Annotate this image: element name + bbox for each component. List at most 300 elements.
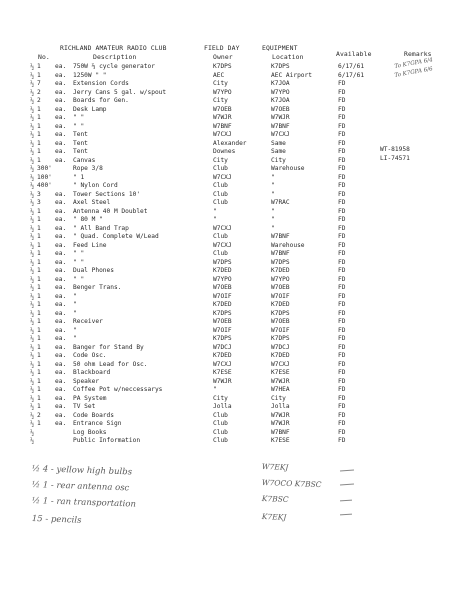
cell-unit: ea. bbox=[55, 411, 67, 419]
pen-dash bbox=[340, 484, 354, 486]
cell-qty: 2 bbox=[37, 88, 41, 96]
cell-desc: Coffee Pot w/neccessarys bbox=[73, 386, 163, 393]
cell-qty: 300' bbox=[37, 165, 52, 172]
cell-qty: 100' bbox=[37, 173, 52, 181]
cell-desc: " " bbox=[73, 250, 85, 257]
pen-dash bbox=[340, 514, 352, 516]
cell-avail: FD bbox=[338, 267, 346, 274]
cell-qty: 3 bbox=[37, 190, 41, 198]
cell-unit: ea. bbox=[55, 292, 67, 300]
cell-loc: W7CXJ bbox=[271, 360, 290, 368]
cell-desc: Tent bbox=[73, 139, 88, 147]
cell-qty: 1 bbox=[37, 343, 41, 351]
cell-unit: ea. bbox=[55, 258, 67, 266]
cell-desc: Tent bbox=[73, 131, 88, 138]
cell-loc: W7BNF bbox=[271, 250, 290, 257]
cell-mk: ½ bbox=[30, 173, 35, 182]
handwritten-item: ½ 1 - rear antenna osc bbox=[31, 480, 130, 494]
cell-unit: ea. bbox=[55, 114, 67, 121]
cell-loc: Warehouse bbox=[271, 165, 305, 172]
cell-qty: 1 bbox=[37, 292, 41, 300]
cell-mk: ½ bbox=[30, 216, 35, 224]
cell-mk: ½ bbox=[30, 199, 35, 207]
cell-avail: FD bbox=[338, 80, 346, 87]
cell-desc: Code Osc. bbox=[73, 352, 107, 359]
cell-avail: FD bbox=[338, 437, 346, 444]
cell-desc: " " bbox=[73, 258, 85, 266]
cell-owner: K7DPS bbox=[213, 335, 232, 342]
cell-desc: " 1 bbox=[73, 173, 85, 181]
cell-desc: " bbox=[73, 326, 77, 334]
cell-qty: 1 bbox=[37, 216, 41, 223]
cell-desc: Entrance Sign bbox=[73, 420, 122, 427]
cell-avail: FD bbox=[338, 318, 346, 325]
field-day-label: FIELD DAY bbox=[204, 44, 240, 52]
cell-unit: ea. bbox=[55, 267, 67, 274]
cell-qty: 1 bbox=[37, 105, 41, 113]
cell-avail: FD bbox=[338, 182, 346, 189]
cell-unit: ea. bbox=[55, 360, 67, 368]
cell-owner: Club bbox=[213, 190, 228, 198]
cell-loc: W7CXJ bbox=[271, 131, 290, 138]
cell-loc: " bbox=[271, 173, 275, 181]
cell-avail: FD bbox=[338, 122, 346, 130]
cell-qty: 1 bbox=[37, 224, 41, 232]
cell-qty: 1 bbox=[37, 207, 41, 215]
cell-owner: W7OEB bbox=[213, 105, 232, 113]
cell-qty: 1 bbox=[37, 267, 41, 274]
col-remarks-header: Remarks bbox=[404, 50, 432, 58]
cell-loc: K7DPS bbox=[271, 63, 290, 70]
cell-mk: ½ bbox=[30, 437, 35, 445]
cell-avail: FD bbox=[338, 377, 346, 385]
cell-owner: Club bbox=[213, 420, 228, 427]
cell-desc: Speaker bbox=[73, 377, 100, 385]
remark-handwritten-1: To K7GPA 6/4 bbox=[394, 57, 434, 70]
cell-avail: FD bbox=[338, 403, 346, 410]
cell-loc: W7HEA bbox=[271, 386, 290, 393]
cell-qty: 400' bbox=[37, 182, 52, 189]
cell-unit: ea. bbox=[55, 207, 67, 215]
cell-mk: ½ bbox=[30, 301, 35, 309]
cell-qty: 1 bbox=[37, 369, 41, 376]
cell-avail: FD bbox=[338, 369, 346, 376]
cell-avail: 6/17/61 bbox=[338, 63, 365, 70]
cell-qty: 2 bbox=[37, 411, 41, 419]
cell-owner: K7ESE bbox=[213, 369, 232, 376]
cell-qty: 1 bbox=[37, 386, 41, 393]
cell-owner: W7WJR bbox=[213, 377, 232, 385]
cell-loc: " bbox=[271, 182, 275, 189]
cell-owner: K7DPS bbox=[213, 63, 232, 70]
cell-owner: W7YPO bbox=[213, 275, 232, 283]
cell-unit: ea. bbox=[55, 403, 67, 410]
cell-unit: ea. bbox=[55, 369, 67, 376]
cell-avail: FD bbox=[338, 309, 346, 317]
cell-desc: 50 ohm Lead for Osc. bbox=[73, 360, 148, 368]
cell-mk: ½ bbox=[30, 335, 35, 343]
cell-unit: ea. bbox=[55, 190, 67, 198]
cell-owner: W7OIF bbox=[213, 292, 232, 300]
cell-qty: 1 bbox=[37, 148, 41, 155]
cell-avail: FD bbox=[338, 131, 346, 138]
cell-unit: ea. bbox=[55, 326, 67, 334]
cell-desc: PA System bbox=[73, 394, 107, 402]
cell-owner: K7DED bbox=[213, 267, 232, 274]
cell-owner: " bbox=[213, 216, 217, 223]
cell-unit: ea. bbox=[55, 301, 67, 308]
cell-qty: 1 bbox=[37, 71, 41, 79]
cell-owner: City bbox=[213, 394, 228, 402]
cell-mk: ½ bbox=[30, 343, 35, 352]
cell-qty: 1 bbox=[37, 258, 41, 266]
cell-desc: 1250W " " bbox=[73, 71, 107, 79]
cell-owner: W7CXJ bbox=[213, 173, 232, 181]
cell-qty: 1 bbox=[37, 156, 41, 164]
cell-mk: ½ bbox=[30, 207, 35, 216]
cell-owner: Club bbox=[213, 428, 228, 436]
cell-owner: W7OEB bbox=[213, 284, 232, 291]
cell-owner: W7DCJ bbox=[213, 343, 232, 351]
cell-avail: FD bbox=[338, 275, 346, 283]
cell-loc: W7RAC bbox=[271, 199, 290, 206]
cell-owner: Alexander bbox=[213, 139, 247, 147]
cell-qty: 1 bbox=[37, 131, 41, 138]
cell-owner: W7CXJ bbox=[213, 131, 232, 138]
cell-qty: 1 bbox=[37, 352, 41, 359]
cell-unit: ea. bbox=[55, 199, 67, 206]
cell-loc: " bbox=[271, 216, 275, 223]
cell-avail: FD bbox=[338, 258, 346, 266]
cell-desc: Dual Phones bbox=[73, 267, 114, 274]
handwritten-callsign: K7EKJ bbox=[261, 512, 287, 522]
cell-mk: ½ bbox=[30, 182, 35, 190]
cell-owner: AEC bbox=[213, 71, 225, 79]
cell-loc: W7OEB bbox=[271, 105, 290, 113]
cell-desc: Canvas bbox=[73, 156, 96, 164]
cell-mk: ½ bbox=[30, 190, 35, 199]
cell-owner: W7OIF bbox=[213, 326, 232, 334]
cell-owner: Club bbox=[213, 411, 228, 419]
cell-qty: 1 bbox=[37, 275, 41, 283]
cell-desc: 750W ⅔ cycle generator bbox=[73, 63, 155, 70]
cell-loc: Same bbox=[271, 139, 286, 147]
cell-avail: FD bbox=[338, 105, 346, 113]
cell-desc: Antenna 40 M Doublet bbox=[73, 207, 148, 215]
cell-mk: ½ bbox=[30, 411, 35, 420]
cell-mk: ½ bbox=[30, 369, 35, 377]
cell-loc: K7DED bbox=[271, 267, 290, 274]
cell-owner: Club bbox=[213, 165, 228, 172]
col-available-header: Available bbox=[336, 50, 372, 58]
cell-avail: FD bbox=[338, 165, 346, 172]
cell-desc: " " bbox=[73, 275, 85, 283]
cell-loc: City bbox=[271, 394, 286, 402]
cell-mk: ½ bbox=[30, 63, 35, 71]
cell-qty: 2 bbox=[37, 97, 41, 104]
pen-dash bbox=[340, 500, 352, 502]
cell-avail: FD bbox=[338, 224, 346, 232]
handwritten-item: ½ 4 - yellow high bulbs bbox=[31, 464, 133, 478]
cell-unit: ea. bbox=[55, 131, 67, 138]
cell-avail: FD bbox=[338, 97, 346, 104]
cell-loc: W7WJR bbox=[271, 411, 290, 419]
cell-mk: ½ bbox=[30, 148, 35, 156]
cell-mk: ½ bbox=[30, 258, 35, 267]
col-location-header: Location bbox=[272, 53, 304, 61]
cell-avail: FD bbox=[338, 88, 346, 96]
cell-mk: ½ bbox=[30, 156, 35, 165]
cell-avail: FD bbox=[338, 360, 346, 368]
cell-owner: W7YPO bbox=[213, 88, 232, 96]
cell-owner: City bbox=[213, 80, 228, 87]
cell-qty: 3 bbox=[37, 199, 41, 206]
cell-avail: FD bbox=[338, 292, 346, 300]
cell-owner: K7DPS bbox=[213, 309, 232, 317]
cell-mk: ½ bbox=[30, 233, 35, 241]
cell-desc: Jerry Cans 5 gal. w/spout bbox=[73, 88, 167, 96]
cell-avail: FD bbox=[338, 301, 346, 308]
cell-unit: ea. bbox=[55, 156, 67, 164]
cell-avail: FD bbox=[338, 241, 346, 249]
cell-loc: K7ESE bbox=[271, 369, 290, 376]
cell-loc: W7YPO bbox=[271, 88, 290, 96]
cell-unit: ea. bbox=[55, 122, 67, 130]
cell-qty: 1 bbox=[37, 122, 41, 130]
cell-mk: ½ bbox=[30, 250, 35, 258]
cell-qty: 1 bbox=[37, 301, 41, 308]
cell-loc: Same bbox=[271, 148, 286, 155]
cell-unit: ea. bbox=[55, 386, 67, 393]
cell-owner: " bbox=[213, 207, 217, 215]
cell-avail: FD bbox=[338, 114, 346, 121]
cell-loc: Warehouse bbox=[271, 241, 305, 249]
cell-desc: Blackboard bbox=[73, 369, 111, 376]
cell-desc: Public Information bbox=[73, 437, 141, 444]
cell-desc: Tent bbox=[73, 148, 88, 155]
cell-loc: W7WJR bbox=[271, 114, 290, 121]
cell-owner: W7DPS bbox=[213, 258, 232, 266]
cell-loc: W7OEB bbox=[271, 318, 290, 325]
cell-qty: 1 bbox=[37, 63, 41, 70]
cell-unit: ea. bbox=[55, 97, 67, 104]
cell-avail: FD bbox=[338, 428, 346, 436]
cell-owner: City bbox=[213, 97, 228, 104]
cell-loc: AEC Airport bbox=[271, 71, 312, 79]
cell-desc: Feed Line bbox=[73, 241, 107, 249]
pen-dash bbox=[340, 470, 354, 472]
cell-mk: ½ bbox=[30, 292, 35, 301]
cell-qty: 1 bbox=[37, 394, 41, 402]
cell-loc: " bbox=[271, 190, 275, 198]
cell-avail: FD bbox=[338, 386, 346, 393]
cell-unit: ea. bbox=[55, 420, 67, 427]
cell-loc: W7BNF bbox=[271, 122, 290, 130]
cell-mk: ½ bbox=[30, 114, 35, 122]
cell-unit: ea. bbox=[55, 250, 67, 257]
cell-desc: " 80 M " bbox=[73, 216, 103, 223]
cell-loc: K7DPS bbox=[271, 309, 290, 317]
col-owner-header: Owner bbox=[213, 53, 233, 61]
cell-unit: ea. bbox=[55, 241, 67, 249]
cell-loc: K7JOA bbox=[271, 80, 290, 87]
cell-loc: City bbox=[271, 156, 286, 164]
cell-unit: ea. bbox=[55, 148, 67, 155]
cell-avail: FD bbox=[338, 156, 346, 164]
cell-unit: ea. bbox=[55, 233, 67, 240]
cell-owner: Club bbox=[213, 250, 228, 257]
cell-qty: 1 bbox=[37, 309, 41, 317]
cell-unit: ea. bbox=[55, 139, 67, 147]
cell-mk: ½ bbox=[30, 284, 35, 292]
cell-qty: 1 bbox=[37, 250, 41, 257]
cell-owner: W7CXJ bbox=[213, 241, 232, 249]
cell-qty: 1 bbox=[37, 284, 41, 291]
cell-qty: 1 bbox=[37, 377, 41, 385]
cell-mk: ½ bbox=[30, 394, 35, 403]
cell-avail: FD bbox=[338, 173, 346, 181]
cell-mk: ½ bbox=[30, 131, 35, 139]
cell-unit: ea. bbox=[55, 309, 67, 317]
cell-mk: ½ bbox=[30, 80, 35, 88]
cell-owner: Club bbox=[213, 437, 228, 444]
cell-avail: FD bbox=[338, 394, 346, 402]
cell-desc: " bbox=[73, 335, 77, 342]
cell-mk: ½ bbox=[30, 403, 35, 411]
cell-owner: Club bbox=[213, 182, 228, 189]
cell-mk: ½ bbox=[30, 326, 35, 335]
cell-mk: ½ bbox=[30, 105, 35, 114]
cell-unit: ea. bbox=[55, 394, 67, 402]
cell-loc: W7OIF bbox=[271, 326, 290, 334]
cell-desc: " Nylon Cord bbox=[73, 182, 118, 189]
cell-owner: " bbox=[213, 386, 217, 393]
cell-desc: Tower Sections 10' bbox=[73, 190, 141, 198]
cell-loc: W7WJR bbox=[271, 377, 290, 385]
cell-desc: Axel Steel bbox=[73, 199, 111, 206]
cell-unit: ea. bbox=[55, 377, 67, 385]
cell-unit: ea. bbox=[55, 71, 67, 79]
cell-avail: FD bbox=[338, 139, 346, 147]
cell-loc: W7OIF bbox=[271, 292, 290, 300]
cell-mk: ½ bbox=[30, 309, 35, 318]
cell-owner: City bbox=[213, 156, 228, 164]
cell-loc: W7YPO bbox=[271, 275, 290, 283]
cell-mk: ½ bbox=[30, 241, 35, 250]
cell-avail: FD bbox=[338, 199, 346, 206]
cell-desc: " Quad. Complete W/Lead bbox=[73, 233, 159, 240]
cell-desc: Log Books bbox=[73, 428, 107, 436]
cell-mk: ½ bbox=[30, 71, 35, 80]
cell-mk: ½ bbox=[30, 352, 35, 360]
cell-avail: FD bbox=[338, 207, 346, 215]
cell-avail: FD bbox=[338, 326, 346, 334]
cell-avail: FD bbox=[338, 420, 346, 427]
cell-unit: ea. bbox=[55, 80, 67, 87]
cell-qty: 1 bbox=[37, 233, 41, 240]
cell-desc: " " bbox=[73, 114, 85, 121]
cell-mk: ½ bbox=[30, 267, 35, 275]
cell-mk: ½ bbox=[30, 318, 35, 326]
cell-desc: Code Boards bbox=[73, 411, 114, 419]
cell-unit: ea. bbox=[55, 352, 67, 359]
cell-owner: K7DED bbox=[213, 301, 232, 308]
cell-unit: ea. bbox=[55, 335, 67, 342]
equipment-label: EQUIPMENT bbox=[262, 44, 298, 52]
cell-owner: W7CXJ bbox=[213, 360, 232, 368]
cell-owner: W7BNF bbox=[213, 122, 232, 130]
cell-loc: K7JOA bbox=[271, 97, 290, 104]
cell-owner: W7OEB bbox=[213, 318, 232, 325]
cell-qty: 1 bbox=[37, 114, 41, 121]
cell-mk: ½ bbox=[30, 97, 35, 105]
cell-owner: Club bbox=[213, 233, 228, 240]
cell-loc: K7DED bbox=[271, 301, 290, 308]
cell-desc: Extension Cords bbox=[73, 80, 129, 87]
cell-desc: Banger for Stand By bbox=[73, 343, 144, 351]
cell-unit: ea. bbox=[55, 105, 67, 113]
cell-loc: K7DED bbox=[271, 352, 290, 359]
cell-avail: FD bbox=[338, 352, 346, 359]
cell-unit: ea. bbox=[55, 275, 67, 283]
cell-loc: W7DPS bbox=[271, 258, 290, 266]
cell-mk: ½ bbox=[30, 428, 35, 437]
cell-unit: ea. bbox=[55, 224, 67, 232]
cell-desc: Rope 3/8 bbox=[73, 165, 103, 172]
cell-unit: ea. bbox=[55, 216, 67, 223]
cell-qty: 1 bbox=[37, 326, 41, 334]
cell-loc: Jolla bbox=[271, 403, 290, 410]
cell-mk: ½ bbox=[30, 122, 35, 131]
cell-desc: Boards for Gen. bbox=[73, 97, 129, 104]
cell-loc: W7BNF bbox=[271, 233, 290, 240]
cell-avail: FD bbox=[338, 335, 346, 342]
cell-mk: ½ bbox=[30, 275, 35, 284]
handwritten-callsign: W7EKJ bbox=[261, 462, 289, 472]
cell-owner: K7DED bbox=[213, 352, 232, 359]
cell-unit: ea. bbox=[55, 318, 67, 325]
cell-unit: ea. bbox=[55, 88, 67, 96]
cell-owner: Club bbox=[213, 199, 228, 206]
handwritten-item: ½ 1 - ran transportation bbox=[31, 496, 137, 510]
cell-avail: FD bbox=[338, 411, 346, 419]
cell-qty: 1 bbox=[37, 335, 41, 342]
remark-handwritten-2: To K7GPA 6/6 bbox=[394, 66, 434, 79]
cell-avail: FD bbox=[338, 216, 346, 223]
cell-owner: W7WJR bbox=[213, 114, 232, 121]
cell-qty: 7 bbox=[37, 80, 41, 87]
cell-desc: " bbox=[73, 301, 77, 308]
cell-desc: Receiver bbox=[73, 318, 103, 325]
col-no-header: No. bbox=[38, 53, 50, 61]
cell-loc: W7OEB bbox=[271, 284, 290, 291]
handwritten-callsign: W7OCO K7BSC bbox=[261, 478, 322, 490]
side-code-1: WT-81958 bbox=[380, 146, 410, 153]
cell-mk: ½ bbox=[30, 360, 35, 369]
cell-owner: W7CXJ bbox=[213, 224, 232, 232]
cell-unit: ea. bbox=[55, 284, 67, 291]
cell-avail: FD bbox=[338, 190, 346, 198]
cell-avail: FD bbox=[338, 343, 346, 351]
handwritten-callsign: K7BSC bbox=[261, 494, 289, 504]
cell-desc: TV Set bbox=[73, 403, 96, 410]
cell-avail: FD bbox=[338, 233, 346, 240]
col-description-header: Description bbox=[93, 53, 137, 61]
cell-mk: ½ bbox=[30, 224, 35, 233]
cell-mk: ½ bbox=[30, 420, 35, 428]
cell-loc: W7DCJ bbox=[271, 343, 290, 351]
cell-qty: 1 bbox=[37, 241, 41, 249]
